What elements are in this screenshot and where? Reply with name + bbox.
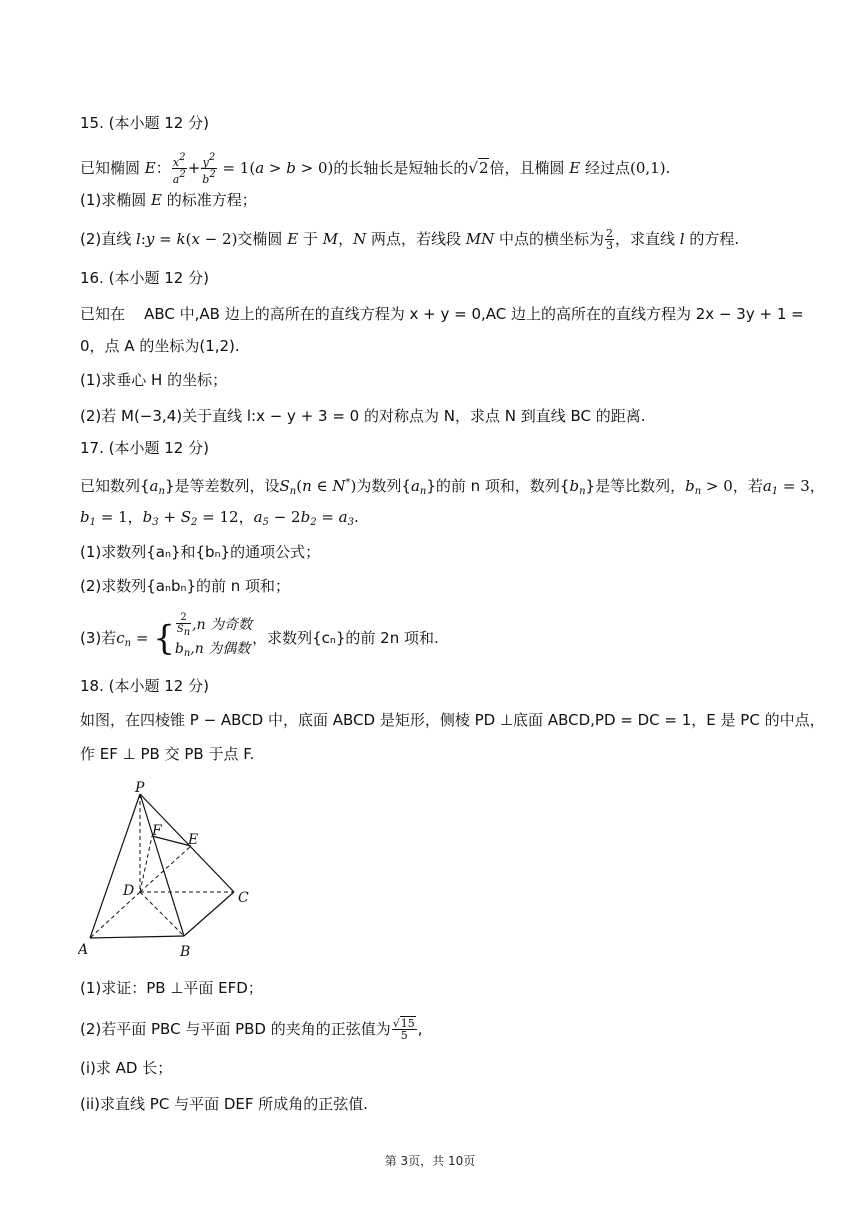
label-C: C — [238, 890, 249, 906]
q17-line2: $b_1 = 1$，$b_3 + S_2 = 12$，$a_5 - 2b_2 = a_3$. — [80, 508, 359, 528]
q16-part1: (1)求垂心 H 的坐标； — [80, 371, 228, 389]
edge-PC — [140, 794, 234, 892]
label-D: D — [123, 883, 135, 899]
pyramid-figure — [78, 778, 258, 960]
segment-DE — [140, 846, 191, 892]
q18-part2: (2)若平面 PBC 与平面 PBD 的夹角的正弦值为 $\frac{√15}{5}$ , — [80, 1017, 423, 1042]
q18-part1: (1)求证：PB ⊥平面 EFD； — [80, 979, 263, 997]
q17-part1: (1)求数列{aₙ}和{bₙ}的通项公式； — [80, 543, 321, 561]
q18-line1: 如图，在四棱锥 P − ABCD 中，底面 ABCD 是矩形，侧棱 PD ⊥底面 ABCD,PD = DC = 1，E 是 PC 的中点， — [80, 711, 825, 729]
q16-header: 16. (本小题 12 分) — [80, 269, 209, 287]
page-number: 第 3页，共 10页 — [384, 1154, 476, 1168]
segment-DF — [140, 836, 152, 892]
label-P: P — [135, 780, 145, 796]
q15-part1: (1)求椭圆 E 的标准方程； — [80, 191, 257, 209]
q16-line2: 0，点 A 的坐标为(1,2). — [80, 337, 240, 355]
q17-part3: (3)若$c_n$ = { $\frac{2}{Sn}$ ,n 为奇数 $b_n,n$ 为偶数 ，求数列{cₙ}的前 2n 项和. — [80, 612, 439, 659]
q18-part2-ii: (ii)求直线 PC 与平面 DEF 所成角的正弦值. — [80, 1095, 369, 1113]
q15-part2: (2)直线 l:y = k(x − 2)交椭圆 E 于 M，N 两点，若线段 MN 中点的横坐标为 $\frac{2}{3}$ ，求直线 l 的方程. — [80, 227, 740, 252]
q16-line1: 已知在 ABC 中,AB 边上的高所在的直线方程为 x + y = 0,AC 边上的高所在的直线方程为 2x − 3y + 1 = — [80, 305, 804, 323]
q17-part2: (2)求数列{aₙbₙ}的前 n 项和； — [80, 577, 291, 595]
edge-AB — [90, 936, 184, 938]
q15-line1: 已知椭圆 E： $\frac{x2}{a2}$ + $\frac{y2}{b2}$ = 1(a > b > 0)的长轴长是短轴长的√2倍，且椭圆 E 经过点(0,1). — [80, 152, 671, 186]
label-F: F — [152, 823, 162, 839]
q16-part2: (2)若 M(−3,4)关于直线 l:x − y + 3 = 0 的对称点为 N，求点 N 到直线 BC 的距离. — [80, 407, 646, 425]
edge-PA — [90, 794, 140, 938]
q17-line1: 已知数列$\{a_n\}$是等差数列，设$S_n(n$ ∈ N*)为数列$\{a_n\}$的前 n 项和，数列$\{b_n\}$是等比数列，$b_n > 0$，若$a_1 = 3$， — [80, 477, 825, 497]
q17-header: 17. (本小题 12 分) — [80, 439, 209, 457]
label-E: E — [188, 832, 199, 848]
q18-part2-i: (i)求 AD 长； — [80, 1059, 173, 1077]
q18-header: 18. (本小题 12 分) — [80, 677, 209, 695]
edge-BC — [184, 892, 234, 936]
label-A: A — [78, 942, 89, 958]
q15-header: 15. (本小题 12 分) — [80, 114, 209, 132]
q18-line2: 作 EF ⊥ PB 交 PB 于点 F. — [80, 745, 255, 763]
label-B: B — [180, 944, 191, 960]
